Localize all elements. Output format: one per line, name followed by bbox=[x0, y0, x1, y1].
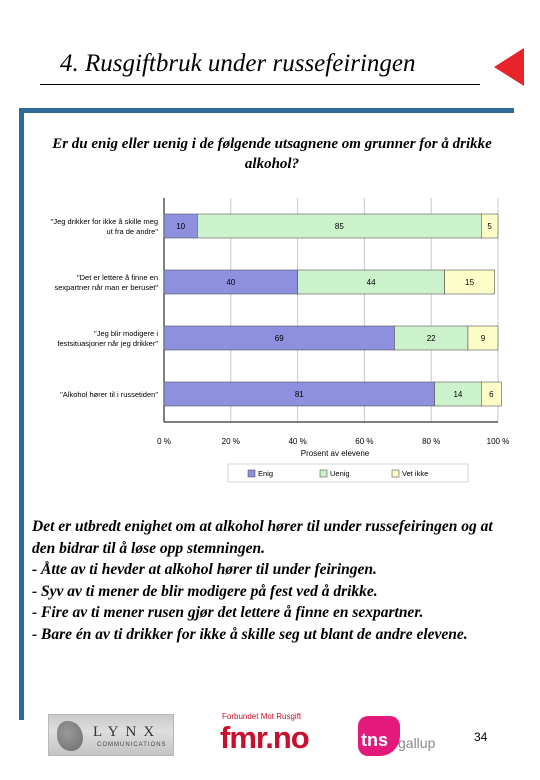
summary-text bbox=[32, 516, 510, 645]
x-tick-label: 80 % bbox=[422, 437, 441, 446]
lynx-logo-text: LYNX bbox=[93, 724, 162, 740]
frame-left-border bbox=[19, 108, 24, 720]
page-number: 34 bbox=[474, 730, 488, 744]
summary-line: - Bare én av ti drikker for ikke å skille seg ut blant de andre elevene. bbox=[32, 625, 468, 643]
tns-logo-box bbox=[358, 716, 400, 756]
slide-title: 4. Rusgiftbruk under russefeiringen bbox=[60, 50, 416, 77]
legend-label: Vet ikke bbox=[402, 469, 429, 478]
x-tick-label: 60 % bbox=[355, 437, 374, 446]
category-label: sexpartner når man er beruset" bbox=[54, 283, 158, 292]
x-tick-label: 0 % bbox=[157, 437, 171, 446]
lynx-logo bbox=[48, 714, 174, 756]
fmr-logo-text: fmr.no bbox=[220, 720, 309, 755]
survey-question: Er du enig eller uenig i de følgende utsagnene om grunner for å drikke alkohol? bbox=[52, 136, 492, 172]
category-label: festsituasjoner når jeg drikker" bbox=[57, 339, 158, 348]
data-label: 40 bbox=[226, 278, 236, 287]
category-label: "Alkohol hører til i russetiden" bbox=[60, 390, 158, 399]
data-label: 14 bbox=[453, 390, 463, 399]
summary-line: Det er utbredt enighet om at alkohol hører til under russefeiringen og at den bidrar til å løse opp stemningen. bbox=[32, 518, 493, 557]
category-label: ut fra de andre" bbox=[106, 227, 158, 236]
summary-line: - Syv av ti mener de blir modigere på fest ved å drikke. bbox=[32, 582, 378, 600]
data-label: 85 bbox=[334, 222, 344, 231]
tns-gallup-logo bbox=[358, 714, 438, 758]
fmr-logo bbox=[218, 712, 322, 760]
fmr-logo-subtext: Forbundet Mot Rusgift bbox=[222, 712, 302, 721]
data-label: 81 bbox=[294, 390, 304, 399]
legend-swatch bbox=[392, 470, 399, 477]
lynx-cat-icon bbox=[57, 721, 83, 751]
title-underline bbox=[40, 84, 480, 85]
legend-label: Uenig bbox=[330, 469, 350, 478]
x-tick-label: 100 % bbox=[486, 437, 510, 446]
summary-line: - Fire av ti mener rusen gjør det lettere å finne en sexpartner. bbox=[32, 604, 424, 621]
gallup-logo-text: gallup bbox=[398, 735, 436, 751]
x-tick-label: 20 % bbox=[221, 437, 240, 446]
data-label: 69 bbox=[274, 334, 284, 343]
x-tick-label: 40 % bbox=[288, 437, 307, 446]
footer bbox=[0, 706, 540, 766]
data-label: 6 bbox=[489, 390, 494, 399]
category-label: "Jeg drikker for ikke å skille meg bbox=[50, 217, 158, 226]
data-label: 22 bbox=[426, 334, 436, 343]
data-label: 5 bbox=[487, 222, 492, 231]
data-label: 44 bbox=[366, 278, 376, 287]
legend-label: Enig bbox=[258, 469, 274, 478]
data-label: 15 bbox=[465, 278, 475, 287]
lynx-logo-subtext: COMMUNICATIONS bbox=[97, 742, 167, 748]
stacked-bar-chart bbox=[28, 196, 518, 496]
red-arrow-icon bbox=[494, 48, 524, 86]
legend-swatch bbox=[320, 470, 327, 477]
tns-logo-text: tns bbox=[361, 730, 388, 750]
category-label: "Det er lettere å finne en bbox=[76, 273, 158, 282]
frame-top-border bbox=[19, 108, 514, 113]
data-label: 10 bbox=[176, 222, 186, 231]
legend-swatch bbox=[248, 470, 255, 477]
category-label: "Jeg blir modigere i bbox=[94, 329, 158, 338]
data-label: 9 bbox=[480, 334, 486, 343]
summary-line: - Åtte av ti hevder at alkohol hører til under feiringen. bbox=[32, 561, 377, 578]
x-axis-label: Prosent av elevene bbox=[300, 449, 370, 458]
